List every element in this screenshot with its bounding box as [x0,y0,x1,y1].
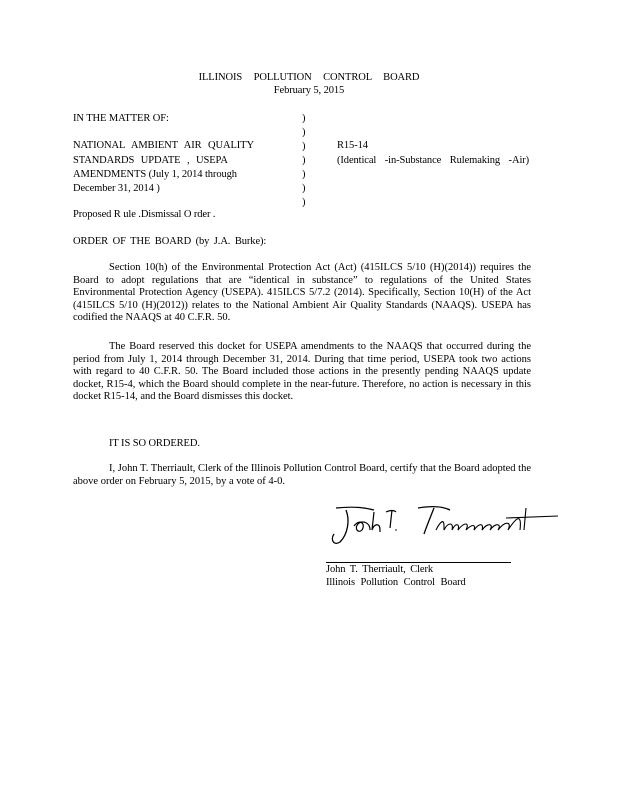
clerk-name: John T. Therriault, Clerk [326,564,434,575]
caption-paren: ) [302,183,306,194]
so-ordered: IT IS SO ORDERED. [109,438,200,449]
paragraph-1 [73,262,531,325]
caption-line-3: AMENDMENTS (July 1, 2014 through [73,169,237,180]
caption-paren: ) [302,127,306,138]
caption-paren: ) [302,155,306,166]
in-the-matter-label: IN THE MATTER OF: [73,113,169,124]
docket-number: R15-14 [337,140,368,151]
paragraph-1-text: Section 10(h) of the Environmental Protection Act (Act) (415ILCS 5/10 (H)(2014)) requires the Board to adopt regulations that are “identical in substance” to regulations of the United States Environmental Protection Agency (USEPA). 415ILCS 5/7.2 (2014). Specifically, Section 10(H) of the Act (415ILCS 5/10 (H)(2012)) relates to the National Ambient Air Quality Standards (NAAQS). USEPA has codified the NAAQS at 40 C.F.R. 50. [73,262,531,324]
caption-paren: ) [302,113,306,124]
proposed-rule-label: Proposed R ule .Dismissal O rder . [73,209,216,220]
signature-line [326,562,511,563]
caption-line-4: December 31, 2014 ) [73,183,160,194]
paragraph-3-text: I, John T. Therriault, Clerk of the Illinois Pollution Control Board, certify that the Board adopted the above order on February 5, 2015, by a vote of 4-0. [73,463,531,487]
order-date: February 5, 2015 [273,85,345,96]
paragraph-2 [73,341,531,404]
board-title: ILLINOIS POLLUTION CONTROL BOARD [198,72,420,83]
caption-line-2: STANDARDS UPDATE , USEPA [73,155,228,166]
paragraph-3 [73,463,531,488]
caption-paren: ) [302,197,306,208]
clerk-signature [326,500,566,552]
caption-paren: ) [302,169,306,180]
docket-type: (Identical -in-Substance Rulemaking -Air) [337,155,530,166]
caption-paren: ) [302,141,306,152]
order-heading: ORDER OF THE BOARD (by J.A. Burke): [73,236,267,247]
caption-line-1: NATIONAL AMBIENT AIR QUALITY [73,140,254,151]
paragraph-2-text: The Board reserved this docket for USEPA amendments to the NAAQS that occurred during the period from July 1, 2014 through December 31, 2014. During that time period, USEPA took two actions with regard to 40 C.F.R. 50. The Board included those actions in the presently pending NAAQS update docket, R15-4, which the Board should complete in the near-future. Therefore, no action is necessary in this docket R15-14, and the Board dismisses this docket. [73,341,531,403]
clerk-organization: Illinois Pollution Control Board [326,577,466,588]
